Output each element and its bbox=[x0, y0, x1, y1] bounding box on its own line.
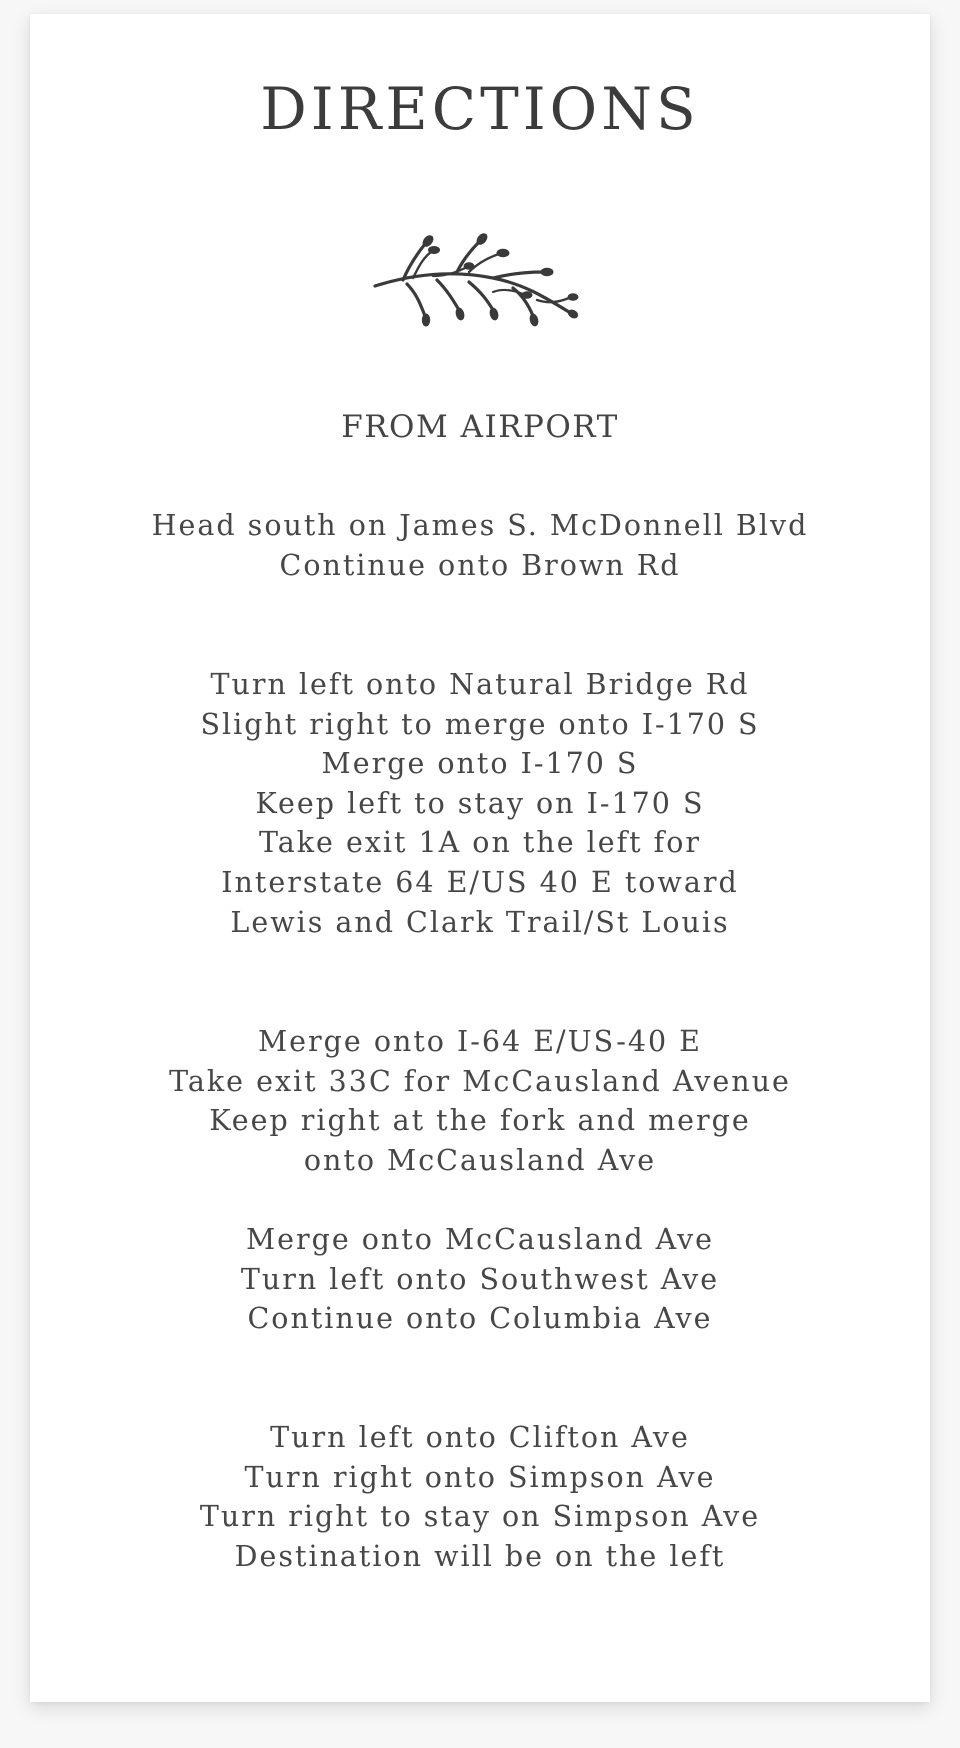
section-heading: FROM AIRPORT bbox=[341, 409, 619, 445]
direction-step: Merge onto I-64 E/US-40 E bbox=[258, 1025, 702, 1058]
direction-group bbox=[30, 665, 930, 942]
direction-step: Lewis and Clark Trail/St Louis bbox=[230, 905, 730, 939]
direction-step: Turn right to stay on Simpson Ave bbox=[199, 1500, 761, 1534]
direction-step: Continue onto Brown Rd bbox=[279, 548, 681, 582]
leaf-sprig-icon bbox=[373, 222, 587, 342]
direction-step: Continue onto Columbia Ave bbox=[247, 1302, 713, 1336]
direction-step: Keep right at the fork and merge bbox=[209, 1104, 751, 1138]
direction-step: Turn left onto Southwest Ave bbox=[240, 1262, 720, 1296]
direction-step: Take exit 1A on the left for bbox=[258, 826, 701, 860]
direction-step: Interstate 64 E/US 40 E toward bbox=[221, 865, 739, 899]
direction-group bbox=[30, 1022, 930, 1180]
directions-card bbox=[30, 14, 930, 1702]
direction-step: Head south on James S. McDonnell Blvd bbox=[151, 509, 809, 542]
direction-step: Slight right to merge onto I-170 S bbox=[200, 707, 760, 741]
direction-step: onto McCausland Ave bbox=[303, 1143, 657, 1177]
direction-step: Take exit 33C for McCausland Avenue bbox=[169, 1064, 791, 1098]
direction-step: Turn right onto Simpson Ave bbox=[244, 1460, 716, 1494]
direction-group bbox=[30, 506, 930, 585]
direction-step: Merge onto I-170 S bbox=[321, 747, 639, 781]
card-title: DIRECTIONS bbox=[260, 75, 700, 143]
direction-step: Merge onto McCausland Ave bbox=[245, 1223, 715, 1256]
direction-group bbox=[30, 1418, 930, 1576]
direction-step: Turn left onto Clifton Ave bbox=[270, 1421, 690, 1454]
direction-step: Destination will be on the left bbox=[234, 1539, 726, 1573]
direction-step: Keep left to stay on I-170 S bbox=[255, 786, 705, 820]
direction-step: Turn left onto Natural Bridge Rd bbox=[210, 668, 750, 701]
direction-group bbox=[30, 1220, 930, 1339]
